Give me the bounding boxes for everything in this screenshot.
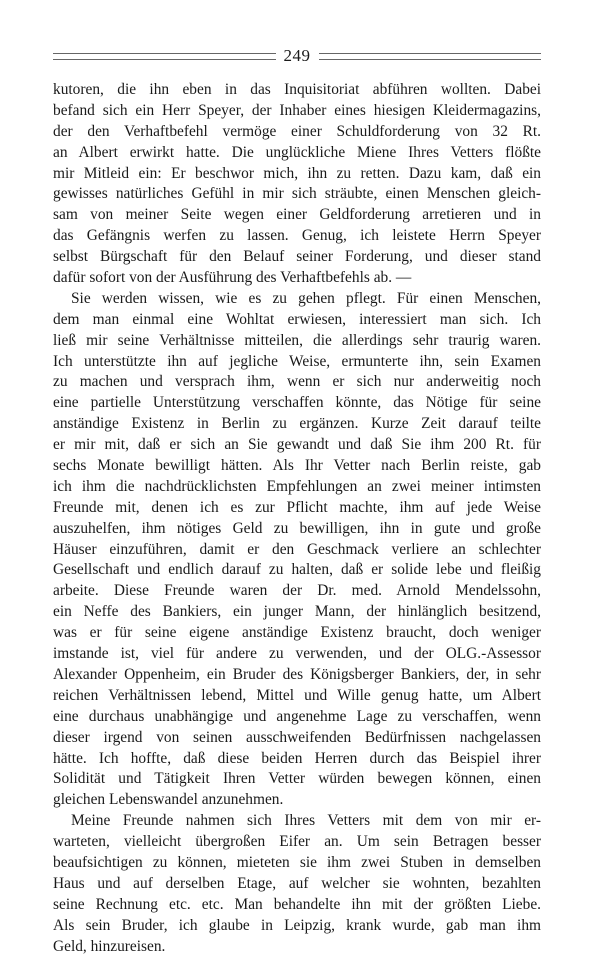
text-line: Als sein Bruder, ich glaube in Leipzig, krank wurde, gab man ihm [53,916,541,934]
text-line: selbst Bürgschaft für den Belauf seiner Forderung, und dieser stand [53,248,541,266]
text-line: der den Verhaftbefehl vermöge einer Schuldforderung von 32 Rt. [53,122,541,140]
header-rule-left [53,53,276,60]
text-line: das Gefängnis werfen zu lassen. Genug, ich leistete Herrn Speyer [53,227,541,245]
text-line: dafür sofort von der Ausführung des Verhaftbefehls ab. — [53,269,412,287]
text-line: mir Mitleid ein: Er beschwor mich, ihn zu retten. Dazu kam, daß ein [53,164,541,182]
text-line: ein Neffe des Bankiers, ein junger Mann, der hinlänglich besitzend, [53,603,541,621]
text-line: befand sich ein Herr Speyer, der Inhaber eines hiesigen Kleidermagazins, [53,101,541,119]
header-rule-right [319,53,542,60]
text-line: er mir mit, daß er sich an Sie gewandt und daß Sie ihm 200 Rt. für [53,436,541,454]
text-line: gleichen Lebenswandel anzunehmen. [53,791,284,809]
text-line: dem man einmal eine Wohltat erwiesen, interessiert man sich. Ich [53,310,541,328]
text-line: warteten, vielleicht übergroßen Eifer an. Um sein Betragen besser [53,833,541,851]
text-line: was er für seine eigene anständige Existenz braucht, doch weniger [53,624,541,642]
paragraph [53,80,541,289]
text-line: dieser irgend von seinen ausschweifenden Bedürfnissen nachgelassen [53,728,541,746]
text-line: imstande ist, viel für andere zu verwenden, und der OLG.-Assessor [53,645,541,663]
text-line: Geld, hinzureisen. [53,937,166,955]
body-text [53,80,541,957]
paragraph [53,811,541,957]
text-line: kutoren, die ihn eben in das Inquisitoriat abführen wollten. Dabei [53,81,541,98]
text-line: an Albert erwirkt hatte. Die unglückliche Miene Ihres Vetters flößte [53,143,541,161]
text-line: Häuser einzuführen, damit er den Geschmack verliere an schlechter [53,540,541,558]
text-line: anständige Existenz in Berlin zu ergänzen. Kurze Zeit darauf teilte [53,415,541,433]
text-line: hätte. Ich hoffte, daß diese beiden Herren durch das Beispiel ihrer [53,749,541,767]
page-number: 249 [283,46,311,65]
text-line: beaufsichtigen zu können, mieteten sie ihm zwei Stuben in demselben [53,853,541,871]
text-line: Alexander Oppenheim, ein Bruder des Königsberger Bankiers, der, in sehr [53,665,541,683]
text-line: eine partielle Unterstützung verschaffen könnte, das Nötige für seine [53,394,541,412]
text-line: Ich unterstützte ihn auf jegliche Weise, ermunterte ihn, sein Examen [53,352,541,370]
text-line: seine Rechnung etc. etc. Man behandelte ihn mit der größten Liebe. [53,895,541,913]
text-line: eine durchaus unabhängige und angenehme Lage zu verschaffen, wenn [53,707,541,725]
text-line: Meine Freunde nahmen sich Ihres Vetters mit dem von mir er- [71,812,541,830]
text-line: sechs Monate bewilligt hätten. Als Ihr Vetter nach Berlin reiste, gab [53,457,541,475]
text-line: Sie werden wissen, wie es zu gehen pflegt. Für einen Menschen, [71,289,541,307]
text-line: gewisses natürliches Gefühl in mir sich sträubte, einen Menschen gleich- [53,185,541,203]
text-line: Freunde mit, denen ich es zur Pflicht machte, ihm auf jede Weise [53,498,541,516]
text-line: ich ihm die nachdrücklichsten Empfehlungen an zwei meiner intimsten [53,477,541,495]
text-line: Haus und auf derselben Etage, auf welcher sie wohnten, bezahlten [53,874,541,892]
paragraph [53,289,541,811]
text-line: reichen Verhältnissen lebend, Mittel und Wille genug hatte, um Albert [53,686,541,704]
text-line: Gesellschaft und endlich darauf zu halten, daß er solide lebe und fleißig [53,561,541,579]
page-header [53,42,541,70]
document-page [53,42,541,957]
text-line: Solidität und Tätigkeit Ihren Vetter würden bewegen können, einen [53,770,541,788]
text-line: sam von meiner Seite wegen einer Geldforderung arretieren und in [53,206,541,224]
text-line: auszuhelfen, ihm nötiges Geld zu bewilligen, ihn in gute und große [53,519,541,537]
text-line: arbeite. Diese Freunde waren der Dr. med. Arnold Mendelssohn, [53,582,541,600]
text-line: ließ mir seine Verhältnisse mitteilen, die allerdings sehr traurig waren. [53,331,541,349]
text-line: zu machen und versprach ihm, wenn er sich nur anderweitig noch [53,373,541,391]
